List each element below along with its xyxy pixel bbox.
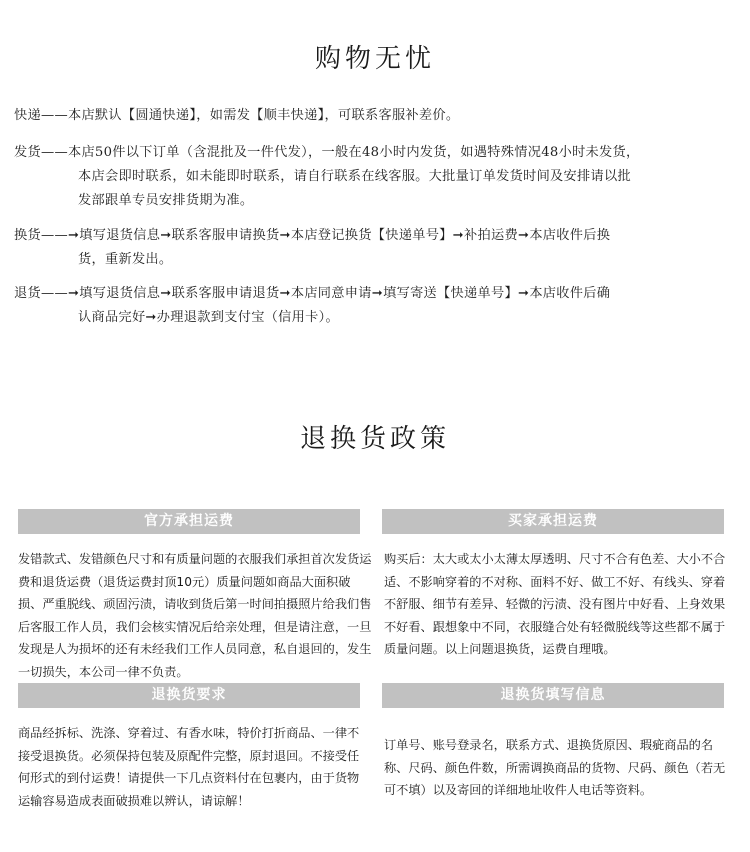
express-text: 本店默认【圆通快递】，如需发【顺丰快递】，可联系客服补差价。: [67, 108, 460, 123]
official-shipping-text: 发错款式、发错颜色尺寸和有质量问题的衣服我们承担首次发货运费和退货运费（退货运费封顶10元）质量问题如商品大面积破损、严重脱线、顽固污渍，请收到货后第一时间拍摄照片给我们售后客服工作人员，我们会核实情况后给亲处理，但是请注意，一旦发现是人为损坏的还有未经我们工作人员同意，私自退回的，发生一切损失，本公司一律不负责。: [18, 552, 372, 679]
return-requirements-heading: 退换货要求: [18, 683, 360, 708]
shipping-line-1: 本店50件以下订单（含混批及一件代发），一般在48小时内发货，如遇特殊情况48小时未发货，: [67, 145, 640, 160]
shipping-paragraph: [14, 141, 740, 213]
official-shipping-heading: 官方承担运费: [18, 509, 360, 534]
return-info-heading: 退换货填写信息: [382, 683, 724, 708]
exchange-line-1: ➞填写退货信息➞联系客服申请换货➞本店登记换货【快递单号】➞补拍运费➞本店收件后换: [67, 228, 611, 243]
shipping-line-2: 本店会即时联系，如未能即时联系，请自行联系在线客服。大批量订单发货时间及安排请以批: [78, 169, 631, 184]
return-label: 退货——: [14, 286, 68, 301]
exchange-paragraph: [14, 224, 740, 272]
return-paragraph: [14, 282, 740, 330]
return-line-2: 认商品完好➞办理退款到支付宝（信用卡）。: [78, 310, 340, 325]
exchange-label: 换货——: [14, 228, 68, 243]
buyer-shipping-heading: 买家承担运费: [382, 509, 724, 534]
shipping-label: 发货——: [14, 145, 68, 160]
return-requirements-text: 商品经拆标、洗涤、穿着过、有香水味，特价打折商品、一律不接受退换货。必须保持包装及原配件完整，原封退回。不接受任何形式的到付运费！请提供一下几点资料付在包裹内，由于货物运输容易造成表面破损难以辨认，请谅解！: [18, 726, 360, 808]
exchange-line-2: 货，重新发出。: [78, 252, 173, 267]
return-info-text: 订单号、账号登录名，联系方式、退换货原因、瑕疵商品的名称、尺码、颜色件数，所需调换商品的货物、尺码、颜色（若无可不填）以及寄回的详细地址收件人电话等资料。: [384, 738, 726, 797]
return-line-1: ➞填写退货信息➞联系客服申请退货➞本店同意申请➞填写寄送【快递单号】➞本店收件后确: [67, 286, 611, 301]
shipping-line-3: 发部跟单专员安排货期为准。: [78, 193, 254, 208]
section-title-return-policy: 退换货政策: [299, 424, 450, 454]
express-label: 快递——: [14, 108, 68, 123]
buyer-shipping-text: 购买后：太大或太小太薄太厚透明、尺寸不合有色差、大小不合适、不影响穿着的不对称、面料不好、做工不好、有线头、穿着不舒服、细节有差异、轻微的污渍、没有图片中好看、上身效果不好看、跟想象中不同，衣服缝合处有轻微脱线等这些都不属于质量问题。以上问题退换货，运费自理哦。: [384, 552, 726, 656]
express-paragraph: [14, 104, 740, 128]
section-title-shopping: 购物无忧: [314, 44, 435, 74]
